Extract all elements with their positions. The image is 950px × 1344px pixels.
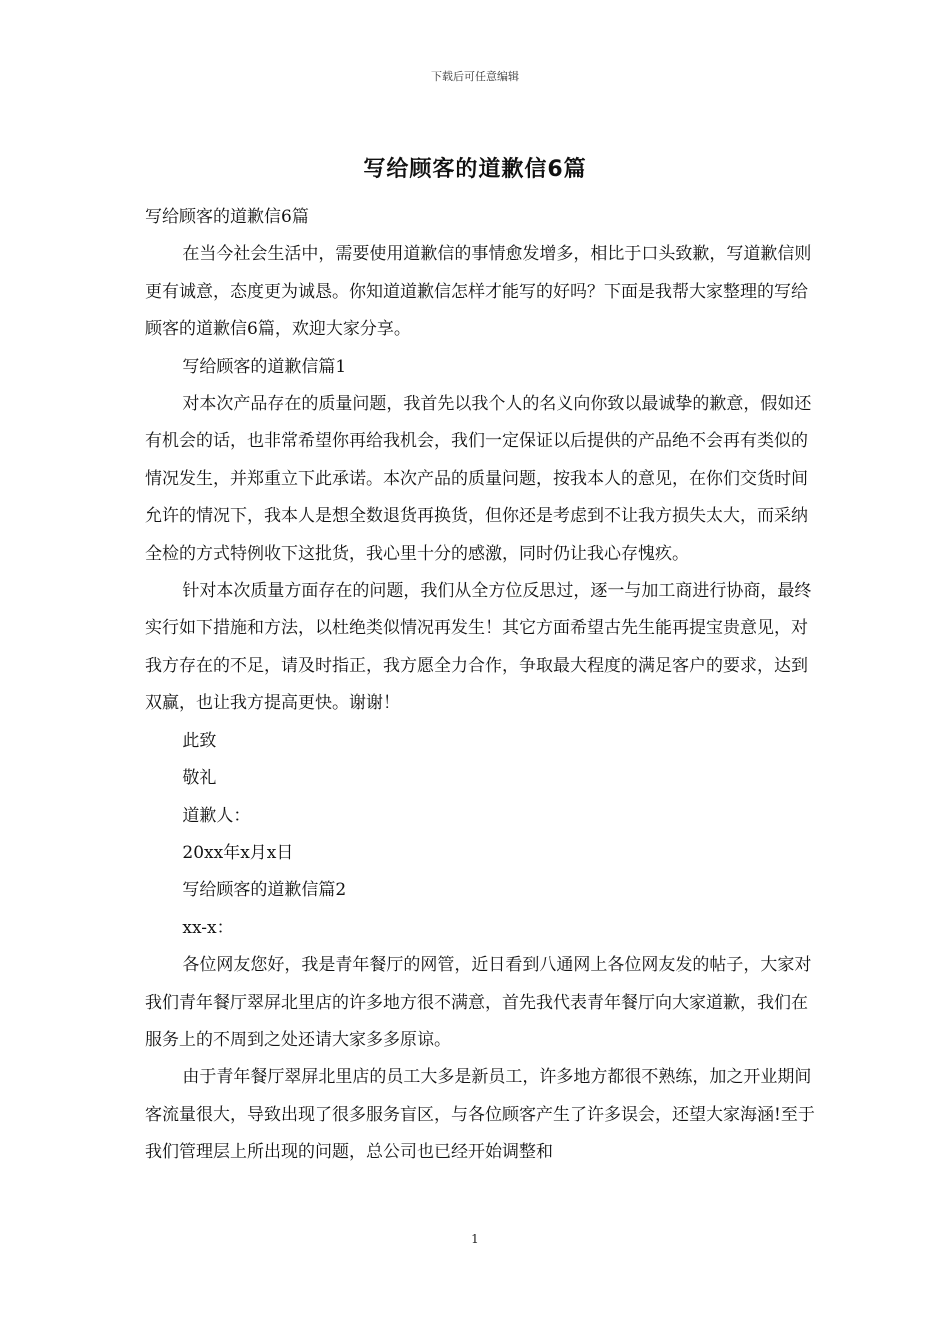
closing-salutation: 此致 — [182, 730, 217, 751]
signature-label: 道歉人： — [182, 805, 251, 826]
section-heading-1: 写给顾客的道歉信篇1 — [182, 356, 347, 377]
document-body — [145, 199, 817, 1172]
subtitle-line: 写给顾客的道歉信6篇 — [145, 207, 309, 227]
letter2-greeting: xx-x： — [182, 917, 234, 938]
section-heading-2: 写给顾客的道歉信篇2 — [182, 880, 347, 901]
date-line: 20xx年x月x日 — [182, 842, 294, 863]
closing-regards: 敬礼 — [182, 768, 217, 789]
page-number: 1 — [471, 1232, 479, 1246]
document-title: 写给顾客的道歉信6篇 — [363, 157, 587, 182]
letter2-paragraph-2: 由于青年餐厅翠屏北里店的员工大多是新员工，许多地方都很不熟练，加之开业期间客流量很大，导致出现了很多服务盲区，与各位顾客产生了许多误会，还望大家海涵!至于我们管理层上所出现的问题，总公司也已经开始调整和 — [145, 1067, 815, 1163]
letter1-paragraph-1: 对本次产品存在的质量问题，我首先以我个人的名义向你致以最诚挚的歉意，假如还有机会的话，也非常希望你再给我机会，我们一定保证以后提供的产品绝不会再有类似的情况发生，并郑重立下此承诺。本次产品的质量问题，按我本人的意见，在你们交货时间允许的情况下，我本人是想全数退货再换货，但你还是考虑到不让我方损失太大，而采纳全检的方式特例收下这批货，我心里十分的感激，同时仍让我心存愧疚。 — [145, 394, 812, 564]
header-note: 下载后可任意编辑 — [431, 70, 519, 83]
letter2-paragraph-1: 各位网友您好，我是青年餐厅的网管，近日看到八通网上各位网友发的帖子，大家对我们青年餐厅翠屏北里店的许多地方很不满意，首先我代表青年餐厅向大家道歉，我们在服务上的不周到之处还请大家多多原谅。 — [145, 955, 812, 1050]
intro-paragraph: 在当今社会生活中，需要使用道歉信的事情愈发增多，相比于口头致歉，写道歉信则更有诚意，态度更为诚恳。你知道道歉信怎样才能写的好吗？下面是我帮大家整理的写给顾客的道歉信6篇，欢迎大家分享。 — [145, 244, 812, 340]
letter1-paragraph-2: 针对本次质量方面存在的问题，我们从全方位反思过，逐一与加工商进行协商，最终实行如下措施和方法，以杜绝类似情况再发生！其它方面希望古先生能再提宝贵意见，对我方存在的不足，请及时指正，我方愿全力合作，争取最大程度的满足客户的要求，达到双赢，也让我方提高更快。谢谢！ — [145, 581, 812, 714]
